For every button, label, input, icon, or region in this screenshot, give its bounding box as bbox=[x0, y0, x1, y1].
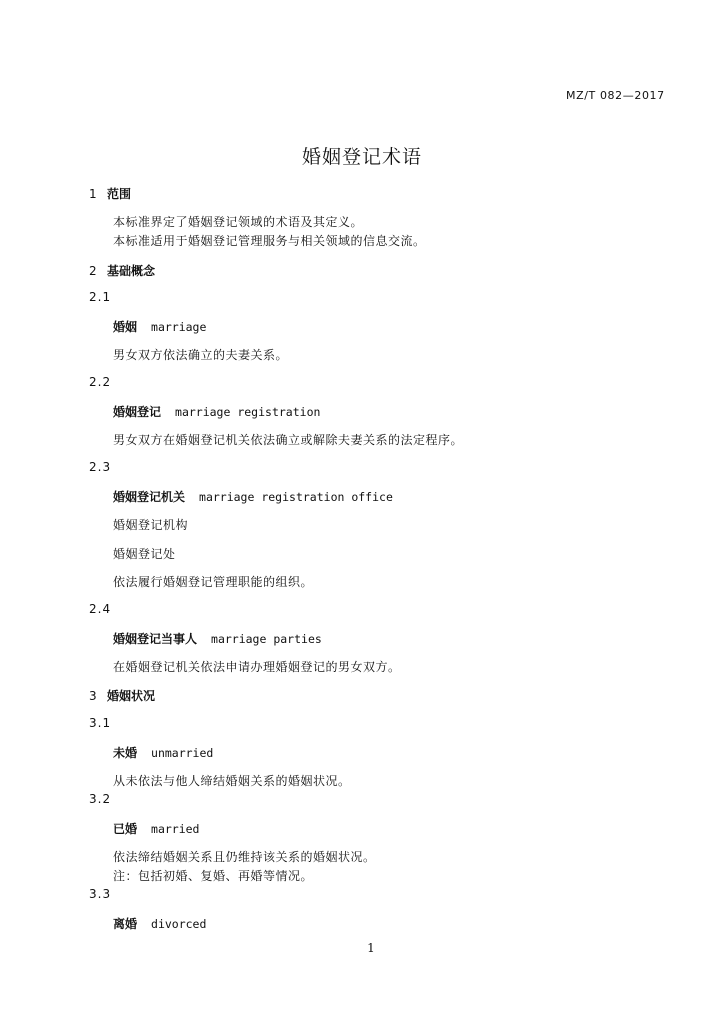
clause-number: 2.3 bbox=[89, 460, 112, 474]
clause-number: 2.1 bbox=[89, 290, 112, 304]
term-entry bbox=[113, 630, 322, 647]
term-definition: 男女双方依法确立的夫妻关系。 bbox=[113, 348, 289, 362]
scope-paragraph-1: 本标准界定了婚姻登记领域的术语及其定义。 bbox=[113, 215, 364, 229]
term-definition: 男女双方在婚姻登记机关依法确立或解除夫妻关系的法定程序。 bbox=[113, 433, 464, 447]
term-entry bbox=[113, 915, 206, 932]
section-title: 基础概念 bbox=[107, 264, 156, 278]
section-heading-scope bbox=[89, 185, 131, 202]
term-entry bbox=[113, 744, 213, 761]
section-title: 婚姻状况 bbox=[107, 689, 156, 703]
page-number: 1 bbox=[367, 941, 375, 955]
term-chinese: 婚姻 bbox=[113, 320, 138, 334]
term-chinese: 婚姻登记当事人 bbox=[113, 632, 198, 646]
term-entry bbox=[113, 318, 206, 335]
clause-number: 2.4 bbox=[89, 602, 112, 616]
term-english: marriage bbox=[151, 320, 207, 334]
section-heading-marital-status bbox=[89, 687, 155, 704]
term-definition: 依法履行婚姻登记管理职能的组织。 bbox=[113, 575, 314, 589]
term-entry bbox=[113, 403, 320, 420]
term-synonym: 婚姻登记机构 bbox=[113, 518, 189, 532]
scope-paragraph-2: 本标准适用于婚姻登记管理服务与相关领域的信息交流。 bbox=[113, 234, 426, 248]
clause-number: 3.2 bbox=[89, 792, 112, 806]
document-title: 婚姻登记术语 bbox=[301, 146, 422, 168]
term-english: unmarried bbox=[151, 746, 214, 760]
term-english: divorced bbox=[151, 917, 207, 931]
term-definition: 在婚姻登记机关依法申请办理婚姻登记的男女双方。 bbox=[113, 660, 401, 674]
term-synonym: 婚姻登记处 bbox=[113, 547, 176, 561]
term-entry bbox=[113, 488, 393, 505]
clause-number: 3.3 bbox=[89, 887, 112, 901]
term-chinese: 婚姻登记机关 bbox=[113, 490, 186, 504]
term-chinese: 婚姻登记 bbox=[113, 405, 162, 419]
term-chinese: 离婚 bbox=[113, 917, 138, 931]
term-chinese: 已婚 bbox=[113, 822, 138, 836]
section-number: 1 bbox=[89, 187, 97, 201]
term-english: married bbox=[151, 822, 200, 836]
term-english: marriage registration office bbox=[199, 490, 393, 504]
standard-code: MZ/T 082—2017 bbox=[566, 89, 665, 102]
section-heading-basic-concepts bbox=[89, 262, 155, 279]
term-english: marriage registration bbox=[175, 405, 321, 419]
term-note: 注：包括初婚、复婚、再婚等情况。 bbox=[113, 869, 314, 883]
clause-number: 3.1 bbox=[89, 716, 112, 730]
section-number: 2 bbox=[89, 264, 97, 278]
term-english: marriage parties bbox=[211, 632, 322, 646]
section-title: 范围 bbox=[107, 187, 132, 201]
term-entry bbox=[113, 820, 199, 837]
term-definition: 从未依法与他人缔结婚姻关系的婚姻状况。 bbox=[113, 774, 351, 788]
term-chinese: 未婚 bbox=[113, 746, 138, 760]
term-definition: 依法缔结婚姻关系且仍维持该关系的婚姻状况。 bbox=[113, 850, 376, 864]
section-number: 3 bbox=[89, 689, 97, 703]
clause-number: 2.2 bbox=[89, 375, 112, 389]
